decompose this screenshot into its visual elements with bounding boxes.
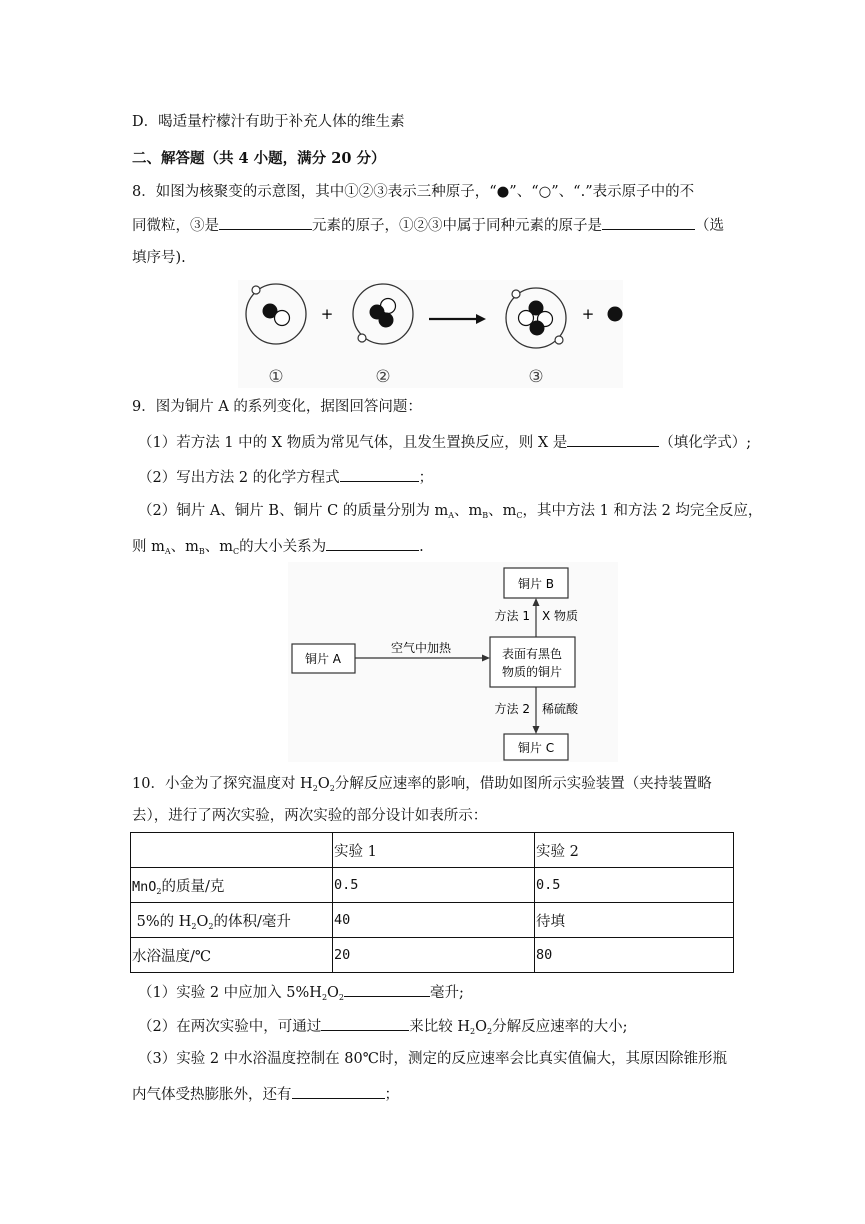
q9-answer-blank-1[interactable] (567, 431, 659, 447)
plus-sign-2: + (581, 305, 595, 323)
table-cell: 20 (333, 938, 535, 973)
q9-p3-sub-c: C (516, 511, 523, 520)
table-cell: 0.5 (535, 868, 734, 903)
q9-part3 (138, 501, 762, 526)
q9-p4-sub-a: A (164, 547, 171, 556)
box-blackened-copper (490, 637, 575, 687)
option-d: D．喝适量柠檬汁有助于补充人体的维生素 (132, 114, 405, 130)
q10-s2-text-a: （2）在两次实验中，可通过 (138, 1019, 322, 1035)
q10-l1-sub-b: 2 (329, 784, 335, 793)
q10-sub2 (138, 1015, 627, 1042)
q9-answer-blank-3[interactable] (326, 535, 419, 551)
q10-line1 (132, 774, 712, 799)
q9-part2 (138, 466, 433, 488)
q10-l1-text-b: O (317, 776, 330, 792)
row2-label-c: 的体积/毫升 (213, 913, 291, 930)
q10-s1-text-a: （1）实验 2 中应加入 5%H (138, 985, 322, 1001)
q10-answer-blank-2[interactable] (321, 1015, 409, 1031)
q9-part2-text-a: （2）写出方法 2 的化学方程式 (138, 470, 340, 486)
q8-text-c: （选 (695, 218, 724, 234)
row2-label-sub-a: 2 (191, 921, 197, 931)
q10-s3-text-b: 内气体受热膨胀外，还有 (132, 1087, 292, 1103)
q9-part1-text-a: （1）若方法 1 中的 X 物质为常见气体，且发生置换反应，则 X 是 (138, 435, 568, 451)
box-copper-b-label: 铜片 B (517, 577, 555, 591)
plus-sign-1: + (320, 305, 334, 323)
q10-s2-sub-b: 2 (486, 1027, 493, 1036)
table-header-cell: 实验 2 (535, 833, 734, 868)
q9-p4-text-a: 则 m (132, 539, 165, 555)
q9-p4-sub-b: B (198, 547, 205, 556)
q10-sub3: （3）实验 2 中水浴温度控制在 80℃时，测定的反应速率会比真实值偏大，其原因除锥形瓶 (138, 1051, 727, 1067)
label-2: ② (375, 367, 391, 387)
label-3: ③ (528, 367, 544, 387)
q10-l1-text-c: 分解反应速率的影响，借助如图所示实验装置（夹持装置略 (334, 776, 712, 792)
q9-p4-sub-c: C (233, 547, 240, 556)
table-header-cell (131, 833, 333, 868)
q9-p3-text-c: 、m (488, 503, 517, 519)
row2-label-b: O (196, 913, 209, 930)
q10-sub1 (138, 981, 464, 1008)
arrow-heat-label: 空气中加热 (390, 641, 452, 655)
q10-s1-sub-b: 2 (338, 993, 345, 1002)
q8-text-b: 元素的原子，①②③中属于同种元素的原子是 (312, 218, 602, 234)
experiment-table (130, 832, 734, 973)
table-cell: 40 (333, 903, 535, 938)
q10-sub3-cont (132, 1083, 399, 1105)
section-title: 二、解答题（共 4 小题，满分 20 分） (132, 150, 386, 167)
q8-line2 (132, 214, 724, 236)
q9-p4-text-c: 、m (204, 539, 234, 555)
q10-s2-sub-a: 2 (470, 1027, 476, 1036)
box-copper-a-label: 铜片 A (304, 652, 342, 666)
table-cell: 80 (535, 938, 734, 973)
q9-stem: 9．图为铜片 A 的系列变化，据图回答问题： (132, 399, 422, 415)
q9-part2-text-b: ； (418, 470, 434, 486)
q10-s2-text-d: 分解反应速率的大小; (492, 1019, 628, 1035)
row2-label-a: 5%的 H (132, 913, 192, 930)
table-row (131, 903, 734, 938)
row1-label-a: MnO (132, 878, 157, 895)
row2-label-sub-b: 2 (208, 921, 214, 931)
row-label-h2o2 (131, 903, 333, 938)
q9-p3-text-a: （2）铜片 A、铜片 B、铜片 C 的质量分别为 m (138, 503, 449, 519)
q10-l1-text-a: 10．小金为了探究温度对 H (132, 776, 313, 792)
reagent2-label: 稀硫酸 (542, 702, 579, 716)
q10-answer-blank-3[interactable] (292, 1083, 385, 1099)
q10-l1-sub-a: 2 (312, 784, 318, 793)
q9-p4-text-b: 、m (170, 539, 199, 555)
q9-part3-cont (132, 535, 424, 562)
q9-p3-sub-b: B (482, 511, 489, 520)
q10-s2-text-c: O (475, 1019, 487, 1035)
q10-answer-blank-1[interactable] (344, 981, 430, 997)
row-label-mno2 (131, 868, 333, 903)
q10-s1-text-b: O (327, 985, 339, 1001)
q9-p3-sub-a: A (448, 511, 455, 520)
q8-answer-blank-2[interactable] (602, 214, 695, 230)
q9-p4-text-e: . (419, 539, 424, 555)
row1-label-sub: 2 (156, 886, 162, 896)
method2-label: 方法 2 (494, 702, 530, 716)
box-copper-c-label: 铜片 C (517, 741, 555, 755)
table-header-row (131, 833, 734, 868)
q9-p4-text-d: 的大小关系为 (239, 539, 327, 555)
table-row (131, 938, 734, 973)
q9-p3-text-b: 、m (454, 503, 483, 519)
released-neutron (608, 307, 623, 322)
method1-label: 方法 1 (494, 609, 530, 623)
q10-s2-text-b: 来比较 H (409, 1019, 470, 1035)
box-mid-line2: 物质的铜片 (501, 665, 563, 679)
row-label-temp: 水浴温度/℃ (131, 938, 333, 973)
fusion-diagram (238, 280, 623, 388)
q9-part1 (138, 431, 751, 453)
table-row (131, 868, 734, 903)
q10-s1-text-c: 毫升; (430, 985, 464, 1001)
q8-line1: 8．如图为核聚变的示意图，其中①②③表示三种原子，“●”、“○”、“.”表示原子中的不 (132, 184, 695, 200)
q8-answer-blank-1[interactable] (219, 214, 312, 230)
q10-s1-sub-a: 2 (321, 993, 328, 1002)
reagent1-label: X 物质 (542, 609, 579, 623)
q8-line3: 填序号). (132, 250, 186, 266)
table-cell: 待填 (535, 903, 734, 938)
box-mid-line1: 表面有黑色 (501, 647, 563, 661)
q9-part1-text-b: （填化学式）; (659, 435, 752, 451)
table-header-cell: 实验 1 (333, 833, 535, 868)
label-1: ① (268, 367, 284, 387)
table-cell: 0.5 (333, 868, 535, 903)
q9-answer-blank-2[interactable] (340, 466, 419, 482)
q10-line2: 去），进行了两次实验，两次实验的部分设计如表所示： (132, 808, 488, 824)
q8-text-a: 同微粒，③是 (132, 218, 219, 234)
q9-p3-text-d: ，其中方法 1 和方法 2 均完全反应， (522, 503, 763, 519)
copper-flow-diagram (288, 562, 618, 762)
row1-label-b: 的质量/克 (161, 878, 225, 895)
q10-s3-text-c: ； (384, 1087, 399, 1103)
